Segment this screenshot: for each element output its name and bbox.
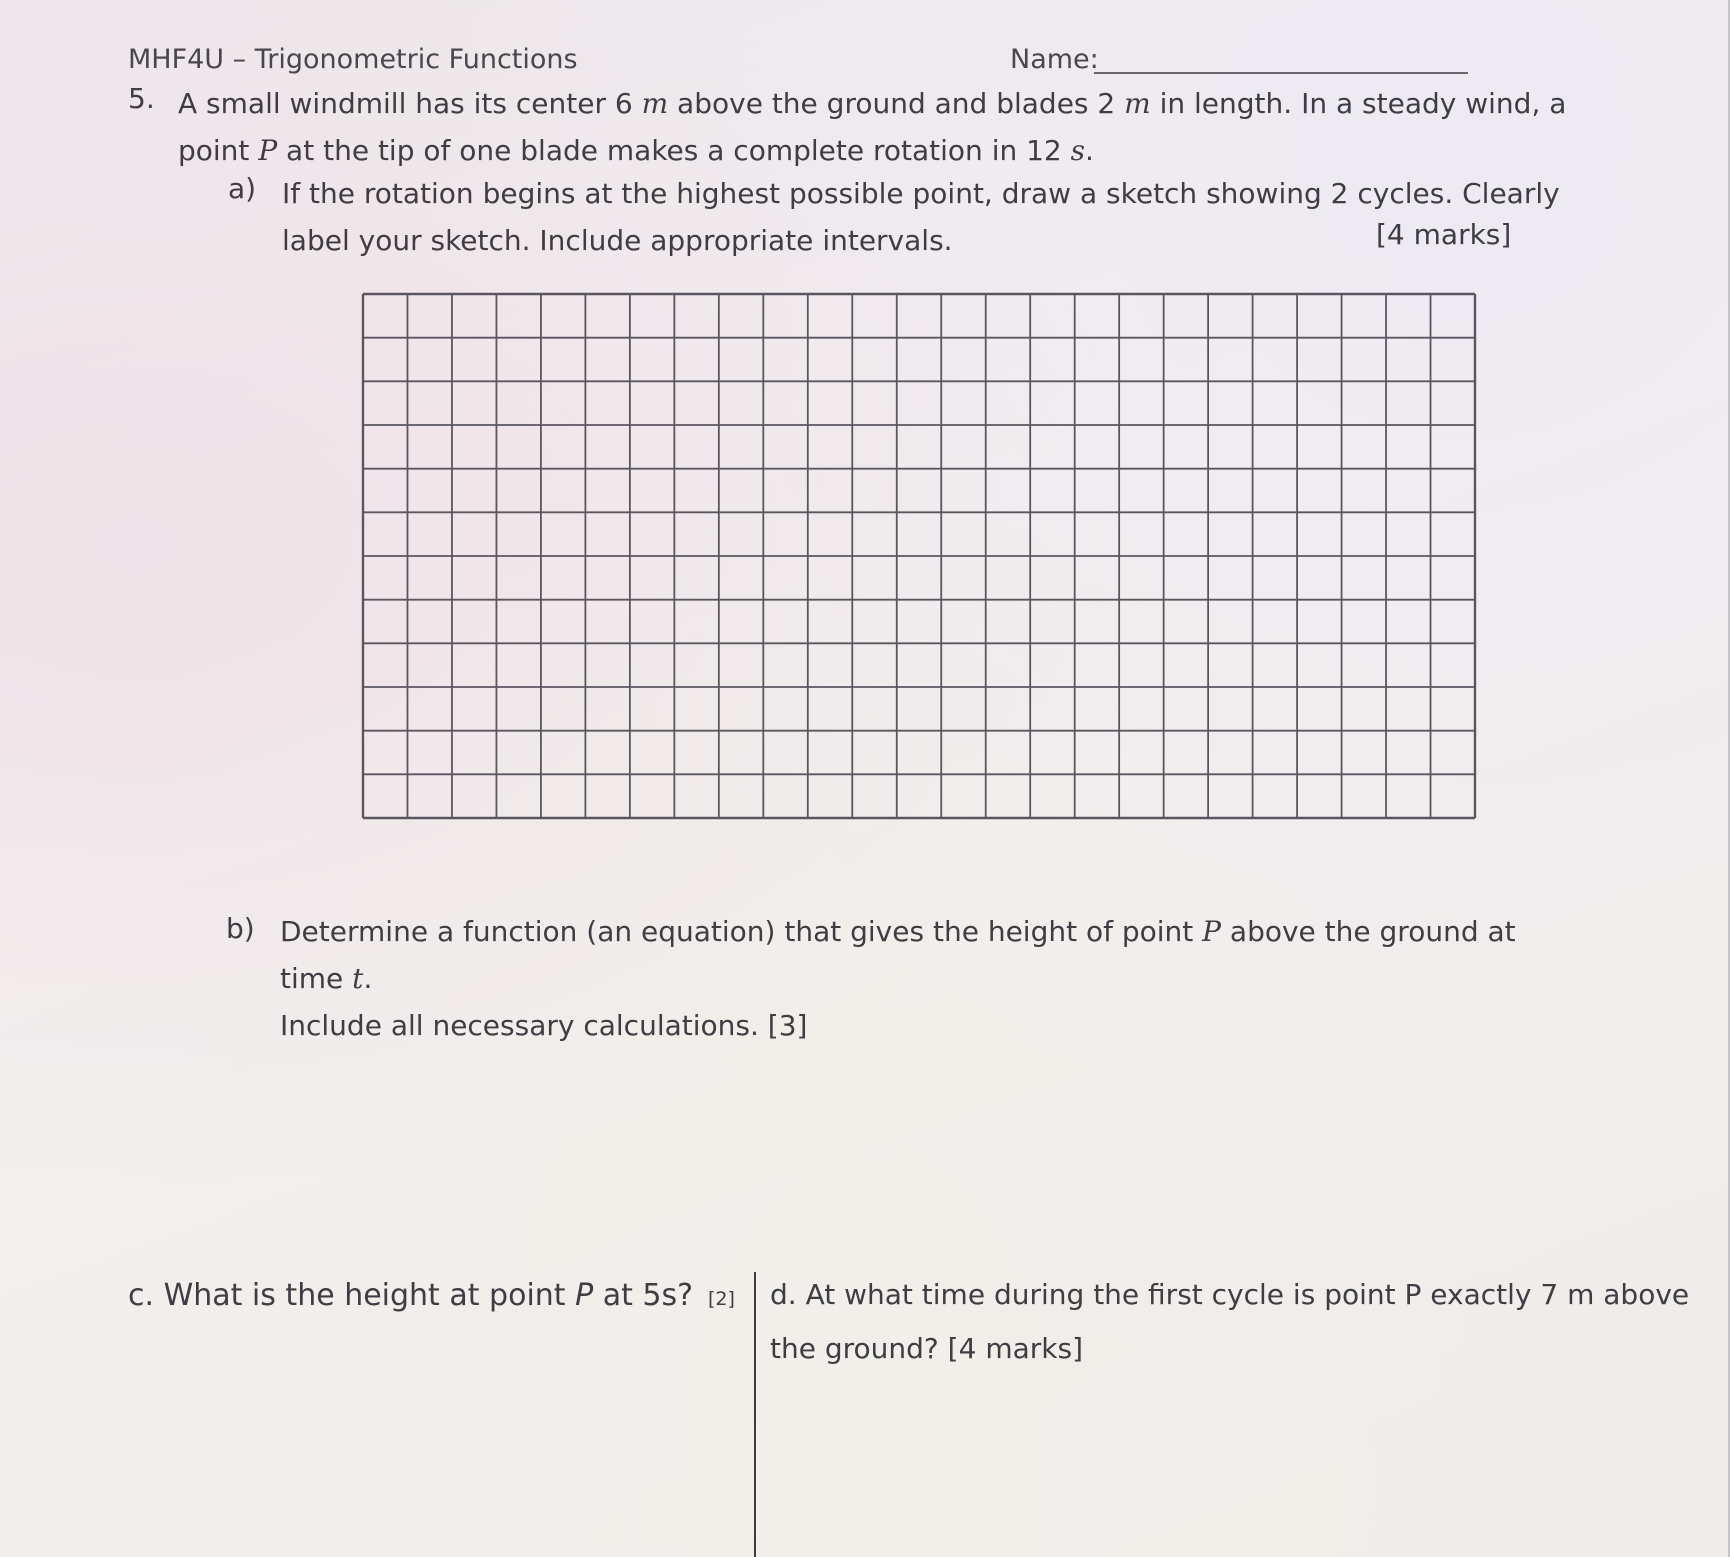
- part-a-text: If the rotation begins at the highest possible point, draw a sketch showing 2 cycles. Clearly label your sketch. Include appropriate intervals.: [282, 177, 1560, 257]
- answer-divider: [754, 1272, 756, 1557]
- part-b-label: b): [226, 912, 255, 945]
- part-c-text: c. What is the height at point P at 5s?: [128, 1278, 694, 1313]
- sketch-grid[interactable]: [361, 292, 1481, 820]
- name-field-line[interactable]: [1094, 72, 1468, 74]
- part-c-marks: [2]: [708, 1288, 735, 1310]
- part-d-text: d. At what time during the first cycle is point P exactly 7 m above the ground? [4 marks]: [770, 1278, 1690, 1365]
- worksheet-title: MHF4U – Trigonometric Functions: [128, 44, 578, 75]
- question-text: A small windmill has its center 6 m above the ground and blades 2 m in length. In a steady wind, a point P at the tip of one blade makes a complete rotation in 12 s.: [178, 87, 1567, 167]
- part-a-label: a): [228, 172, 257, 205]
- question-number: 5.: [128, 82, 155, 115]
- part-b-text: Determine a function (an equation) that gives the height of point P above the ground at time t. Include all necessary calculations. [3]: [280, 915, 1516, 1042]
- part-a-marks: [4 marks]: [1376, 218, 1512, 251]
- name-label: Name:: [1010, 44, 1099, 75]
